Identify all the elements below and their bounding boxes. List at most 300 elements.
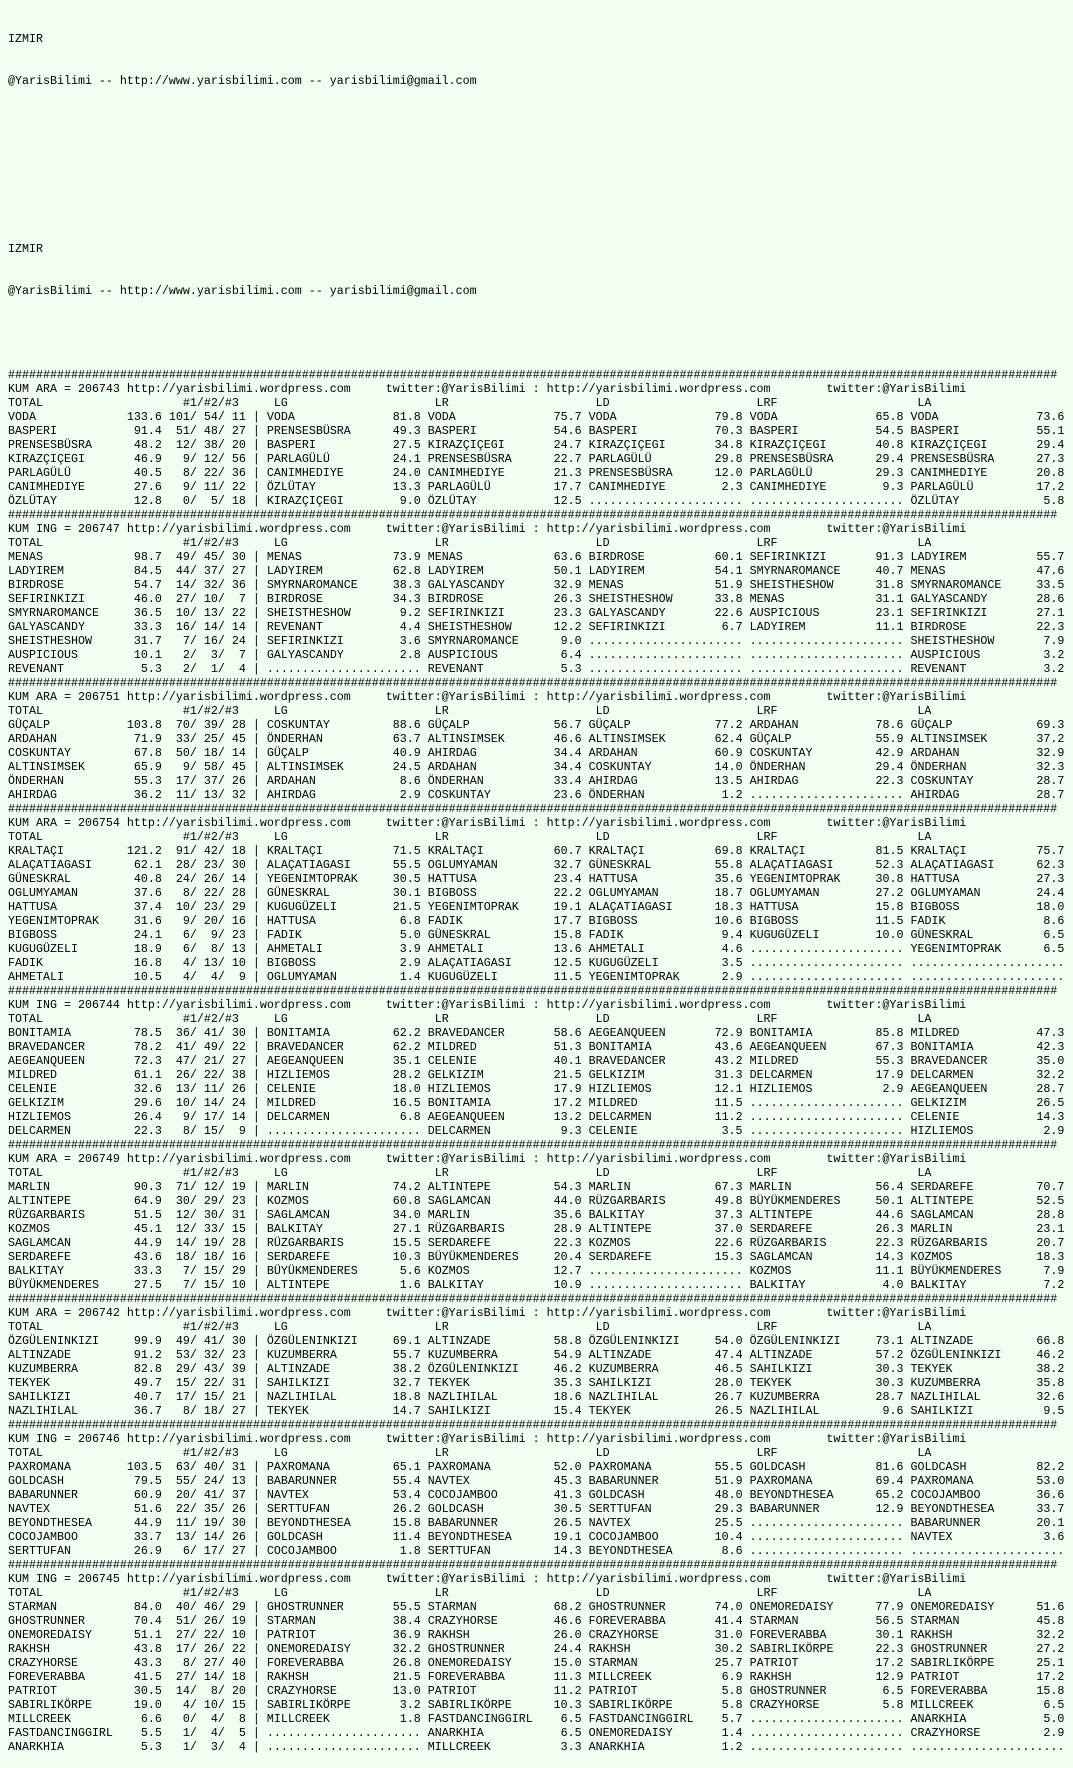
la-score: 62.3 [1022, 858, 1065, 872]
lrf-score: 31.1 [861, 592, 904, 606]
ld-empty-cell: ...................... [588, 1264, 743, 1278]
header-places: #1/#2/#3 [182, 704, 274, 718]
la-horse-name: GOLDCASH [910, 1460, 1023, 1474]
horse-name: GHOSTRUNNER [8, 1614, 120, 1628]
la-cell [910, 774, 1064, 788]
table-row [8, 1530, 1073, 1544]
la-score: 2.9 [1022, 1124, 1065, 1138]
lrf-horse-name: NAZLIHILAL [749, 1404, 862, 1418]
lr-score: 33.4 [539, 774, 582, 788]
total-score: 90.3 [119, 1180, 162, 1194]
divider: | [245, 844, 267, 858]
divider: | [245, 1600, 267, 1614]
lg-score: 38.4 [378, 1614, 421, 1628]
ld-cell [589, 928, 743, 942]
ld-horse-name: COSKUNTAY [588, 760, 701, 774]
total-score: 43.3 [119, 1656, 162, 1670]
lg-horse-name: HIZLIEMOS [266, 1068, 379, 1082]
lrf-horse-name: SHEISTHESHOW [749, 578, 862, 592]
total-score: 22.3 [119, 1124, 162, 1138]
divider: | [245, 1698, 267, 1712]
place-counts: 8/ 27/ 40 [161, 1656, 246, 1670]
table-row [8, 1516, 1073, 1530]
lrf-score: 54.5 [861, 424, 904, 438]
lrf-score: 52.3 [861, 858, 904, 872]
table-row [8, 452, 1073, 466]
header-ld: LD [595, 830, 757, 844]
total-score: 10.1 [119, 648, 162, 662]
table-row [8, 564, 1073, 578]
horse-name: SAHILKIZI [8, 1390, 120, 1404]
lg-score: 36.9 [378, 1628, 421, 1642]
la-score: 32.2 [1022, 1068, 1065, 1082]
header-lg: LG [273, 1446, 435, 1460]
ld-score: 67.3 [700, 1180, 743, 1194]
lr-cell [428, 1264, 582, 1278]
la-cell [910, 1096, 1064, 1110]
lr-score: 32.7 [539, 858, 582, 872]
la-cell [910, 872, 1064, 886]
lr-score: 23.3 [539, 606, 582, 620]
lg-score: 38.2 [378, 1362, 421, 1376]
lr-cell [428, 1208, 582, 1222]
race-links: http://yarisbilimi.wordpress.com twitter:@YarisBilimi : http://yarisbilimi.wordpress.com twitter:@YarisBilimi [119, 690, 967, 704]
lg-cell [267, 438, 421, 452]
divider: | [245, 564, 267, 578]
lrf-cell [750, 438, 904, 452]
ld-horse-name: GHOSTRUNNER [588, 1600, 701, 1614]
horse-name: SERTTUFAN [8, 1544, 120, 1558]
lr-cell [428, 1698, 582, 1712]
la-score: 75.7 [1022, 844, 1065, 858]
lg-score: 35.1 [378, 1054, 421, 1068]
lg-score: 26.2 [378, 1502, 421, 1516]
lrf-cell [750, 1054, 904, 1068]
lr-horse-name: GÜÇALP [427, 718, 540, 732]
la-horse-name: RAKHSH [910, 1628, 1023, 1642]
ld-horse-name: KOZMOS [588, 1236, 701, 1250]
ld-score: 43.2 [700, 1054, 743, 1068]
lr-cell [428, 1348, 582, 1362]
lrf-horse-name: MENAS [749, 592, 862, 606]
la-score: 20.8 [1022, 466, 1065, 480]
ld-score: 2.3 [700, 480, 743, 494]
lrf-horse-name: AEGEANQUEEN [749, 1040, 862, 1054]
la-horse-name: TEKYEK [910, 1362, 1023, 1376]
lr-horse-name: SMYRNAROMANCE [427, 634, 540, 648]
ld-cell [589, 1334, 743, 1348]
lr-score: 21.3 [539, 466, 582, 480]
lr-score: 20.4 [539, 1250, 582, 1264]
la-score: 36.6 [1022, 1488, 1065, 1502]
ld-score: 4.6 [700, 942, 743, 956]
lr-cell [428, 1096, 582, 1110]
lr-cell [428, 1516, 582, 1530]
la-score: 51.6 [1022, 1600, 1065, 1614]
lrf-horse-name: YEGENIMTOPRAK [749, 872, 862, 886]
lrf-score: 40.7 [861, 564, 904, 578]
divider: | [245, 900, 267, 914]
horse-name: ALTINTEPE [8, 1194, 120, 1208]
total-score: 41.5 [119, 1670, 162, 1684]
place-counts: 7/ 15/ 29 [161, 1264, 246, 1278]
la-cell [910, 942, 1064, 956]
ld-score: 60.9 [700, 746, 743, 760]
table-row [8, 1208, 1073, 1222]
lg-score: 21.5 [378, 900, 421, 914]
race-blocks [8, 368, 1073, 1754]
ld-horse-name: NAZLIHILAL [588, 1390, 701, 1404]
lg-score: 32.7 [378, 1376, 421, 1390]
header-total: TOTAL [8, 396, 183, 410]
lg-score: 63.7 [378, 732, 421, 746]
lr-score: 28.9 [539, 1222, 582, 1236]
lrf-score: 12.9 [861, 1502, 904, 1516]
lg-cell [267, 1516, 421, 1530]
lr-score: 12.5 [539, 494, 582, 508]
lr-score: 51.3 [539, 1040, 582, 1054]
lr-score: 12.2 [539, 620, 582, 634]
spacer [8, 158, 1073, 172]
ld-cell [589, 606, 743, 620]
lrf-empty-cell: ...................... [749, 956, 904, 970]
total-score: 82.8 [119, 1362, 162, 1376]
lg-horse-name: SHEISTHESHOW [266, 606, 379, 620]
lg-horse-name: PAXROMANA [266, 1460, 379, 1474]
divider: | [245, 424, 267, 438]
lg-horse-name: NAZLIHILAL [266, 1390, 379, 1404]
lg-score: 2.8 [378, 648, 421, 662]
place-counts: 30/ 29/ 23 [161, 1194, 246, 1208]
ld-score: 14.0 [700, 760, 743, 774]
lg-horse-name: GÜÇALP [266, 746, 379, 760]
lrf-horse-name: KUGUGÜZELI [749, 928, 862, 942]
horse-name: BRAVEDANCER [8, 1040, 120, 1054]
divider: | [245, 592, 267, 606]
divider: | [245, 578, 267, 592]
table-row [8, 592, 1073, 606]
separator-line: ###################################################################################################################################################### [8, 368, 1058, 382]
lr-horse-name: ALTINSIMSEK [427, 732, 540, 746]
lg-horse-name: SMYRNAROMANCE [266, 578, 379, 592]
lrf-cell [750, 1390, 904, 1404]
lrf-horse-name: ÖZGÜLENINKIZI [749, 1334, 862, 1348]
ld-score: 47.4 [700, 1348, 743, 1362]
lr-horse-name: SAHILKIZI [427, 1404, 540, 1418]
header-lr: LR [434, 396, 596, 410]
lrf-score: 9.6 [861, 1404, 904, 1418]
divider: | [245, 1180, 267, 1194]
lr-score: 13.2 [539, 1110, 582, 1124]
lr-horse-name: CELENIE [427, 1054, 540, 1068]
lr-cell [428, 1684, 582, 1698]
lg-score: 69.1 [378, 1334, 421, 1348]
lrf-score: 17.2 [861, 1656, 904, 1670]
lr-horse-name: MILLCREEK [427, 1740, 540, 1754]
ld-cell [589, 1404, 743, 1418]
ld-horse-name: HATTUSA [588, 872, 701, 886]
lrf-cell [750, 718, 904, 732]
place-counts: 101/ 54/ 11 [161, 410, 246, 424]
lr-horse-name: LADYIREM [427, 564, 540, 578]
lrf-cell [750, 1250, 904, 1264]
separator-line: ###################################################################################################################################################### [8, 984, 1058, 998]
la-score: 27.3 [1022, 452, 1065, 466]
lr-score: 41.3 [539, 1488, 582, 1502]
ld-horse-name: PATRIOT [588, 1684, 701, 1698]
ld-horse-name: PARLAGÜLÜ [588, 452, 701, 466]
lg-horse-name: BEYONDTHESEA [266, 1516, 379, 1530]
table-row [8, 410, 1073, 424]
lrf-cell [750, 1404, 904, 1418]
lrf-score: 14.3 [861, 1250, 904, 1264]
divider: | [245, 1530, 267, 1544]
lr-horse-name: AUSPICIOUS [427, 648, 540, 662]
lr-cell [428, 1460, 582, 1474]
place-counts: 63/ 40/ 31 [161, 1460, 246, 1474]
place-counts: 70/ 39/ 28 [161, 718, 246, 732]
ld-cell [589, 1488, 743, 1502]
lrf-score: 23.1 [861, 606, 904, 620]
lrf-score: 11.5 [861, 914, 904, 928]
la-cell [910, 732, 1064, 746]
ld-cell [589, 1110, 743, 1124]
horse-name: PATRIOT [8, 1684, 120, 1698]
header-lr: LR [434, 1446, 596, 1460]
table-row [8, 1502, 1073, 1516]
table-row [8, 1096, 1073, 1110]
lr-score: 15.0 [539, 1656, 582, 1670]
divider: | [245, 1516, 267, 1530]
header-ld: LD [595, 1320, 757, 1334]
lr-cell [428, 914, 582, 928]
lr-cell [428, 1040, 582, 1054]
total-score: 61.1 [119, 1068, 162, 1082]
lg-cell [267, 774, 421, 788]
la-horse-name: GÜÇALP [910, 718, 1023, 732]
lr-cell [428, 760, 582, 774]
ld-cell [589, 1068, 743, 1082]
la-horse-name: KIRAZÇIÇEGI [910, 438, 1023, 452]
la-score: 8.6 [1022, 914, 1065, 928]
horse-name: FASTDANCINGGIRL [8, 1726, 120, 1740]
table-row [8, 1628, 1073, 1642]
race-title: KUM ARA = 206749 [8, 1152, 120, 1166]
la-score: 45.8 [1022, 1614, 1065, 1628]
lg-horse-name: BRAVEDANCER [266, 1040, 379, 1054]
la-score: 23.1 [1022, 1222, 1065, 1236]
lg-score: 21.5 [378, 1670, 421, 1684]
lrf-empty-cell: ...................... [749, 1530, 904, 1544]
lr-cell [428, 1600, 582, 1614]
header-lr: LR [434, 536, 596, 550]
lr-score: 26.5 [539, 1516, 582, 1530]
lr-score: 5.3 [539, 662, 582, 676]
la-horse-name: BALKITAY [910, 1278, 1023, 1292]
lg-cell [267, 564, 421, 578]
table-row [8, 550, 1073, 564]
lrf-cell [750, 732, 904, 746]
ld-cell [589, 1460, 743, 1474]
lrf-score: 30.3 [861, 1376, 904, 1390]
lr-score: 19.1 [539, 1530, 582, 1544]
table-row [8, 1250, 1073, 1264]
lr-horse-name: FOREVERABBA [427, 1670, 540, 1684]
la-horse-name: OGLUMYAMAN [910, 886, 1023, 900]
ld-cell [589, 1348, 743, 1362]
ld-horse-name: HIZLIEMOS [588, 1082, 701, 1096]
la-score: 53.0 [1022, 1474, 1065, 1488]
lrf-horse-name: DELCARMEN [749, 1068, 862, 1082]
lrf-empty-cell: ...................... [749, 1110, 904, 1124]
horse-name: ALTINZADE [8, 1348, 120, 1362]
ld-horse-name: MILLCREEK [588, 1670, 701, 1684]
la-score: 32.6 [1022, 1390, 1065, 1404]
total-score: 121.2 [119, 844, 162, 858]
header-total: TOTAL [8, 704, 183, 718]
race-header [8, 1152, 1073, 1166]
horse-name: BALKITAY [8, 1264, 120, 1278]
table-row [8, 1362, 1073, 1376]
la-cell [910, 592, 1064, 606]
la-horse-name: BÜYÜKMENDERES [910, 1264, 1023, 1278]
divider: | [245, 1334, 267, 1348]
lg-cell [267, 1656, 421, 1670]
la-score: 47.6 [1022, 564, 1065, 578]
lr-cell [428, 620, 582, 634]
place-counts: 8/ 22/ 36 [161, 466, 246, 480]
divider: | [245, 1726, 267, 1740]
race-header [8, 816, 1073, 830]
ld-horse-name: BEYONDTHESEA [588, 1544, 701, 1558]
ld-cell [589, 1656, 743, 1670]
lrf-horse-name: SABIRLIKÖRPE [749, 1642, 862, 1656]
race-links: http://yarisbilimi.wordpress.com twitter:@YarisBilimi : http://yarisbilimi.wordpress.com twitter:@YarisBilimi [119, 816, 967, 830]
lg-horse-name: CANIMHEDIYE [266, 466, 379, 480]
lg-horse-name: ALTINSIMSEK [266, 760, 379, 774]
lr-cell [428, 1376, 582, 1390]
total-score: 91.2 [119, 1348, 162, 1362]
lg-score: 1.8 [378, 1544, 421, 1558]
lr-score: 44.0 [539, 1194, 582, 1208]
lr-horse-name: BRAVEDANCER [427, 1026, 540, 1040]
la-cell [910, 578, 1064, 592]
lrf-score: 42.9 [861, 746, 904, 760]
la-cell [910, 858, 1064, 872]
place-counts: 47/ 21/ 27 [161, 1054, 246, 1068]
horse-name: CANIMHEDIYE [8, 480, 120, 494]
lr-horse-name: COSKUNTAY [427, 788, 540, 802]
total-score: 32.6 [119, 1082, 162, 1096]
lg-score: 38.3 [378, 578, 421, 592]
lrf-horse-name: SMYRNAROMANCE [749, 564, 862, 578]
header-lg: LG [273, 1320, 435, 1334]
place-counts: 0/ 5/ 18 [161, 494, 246, 508]
separator-line: ###################################################################################################################################################### [8, 1418, 1058, 1432]
lg-score: 2.9 [378, 788, 421, 802]
la-cell [910, 1334, 1064, 1348]
race-header [8, 998, 1073, 1012]
total-score: 98.7 [119, 550, 162, 564]
race-links: http://yarisbilimi.wordpress.com twitter:@YarisBilimi : http://yarisbilimi.wordpress.com twitter:@YarisBilimi [119, 998, 967, 1012]
ld-score: 10.4 [700, 1530, 743, 1544]
horse-name: BÜYÜKMENDERES [8, 1278, 120, 1292]
lrf-cell [750, 1488, 904, 1502]
lg-cell [267, 1614, 421, 1628]
ld-horse-name: GELKIZIM [588, 1068, 701, 1082]
header-lr: LR [434, 830, 596, 844]
lrf-score: 78.6 [861, 718, 904, 732]
ld-cell [589, 1208, 743, 1222]
la-cell [910, 1236, 1064, 1250]
la-horse-name: DELCARMEN [910, 1068, 1023, 1082]
ld-horse-name: GALYASCANDY [588, 606, 701, 620]
horse-name: ÖZLÜTAY [8, 494, 120, 508]
race-links: http://yarisbilimi.wordpress.com twitter:@YarisBilimi : http://yarisbilimi.wordpress.com twitter:@YarisBilimi [119, 1306, 967, 1320]
lr-score: 6.4 [539, 648, 582, 662]
divider: | [245, 1502, 267, 1516]
divider: | [245, 956, 267, 970]
lr-horse-name: PATRIOT [427, 1684, 540, 1698]
lg-score: 1.8 [378, 1712, 421, 1726]
table-row [8, 956, 1073, 970]
race-header [8, 1572, 1073, 1586]
la-horse-name: BONITAMIA [910, 1040, 1023, 1054]
la-horse-name: SHEISTHESHOW [910, 634, 1023, 648]
horse-name: SMYRNAROMANCE [8, 606, 120, 620]
race-block [8, 676, 1073, 802]
lr-cell [428, 1334, 582, 1348]
la-horse-name: MENAS [910, 564, 1023, 578]
la-score: 2.9 [1022, 1726, 1065, 1740]
horse-name: HIZLIEMOS [8, 1110, 120, 1124]
lr-horse-name: BALKITAY [427, 1278, 540, 1292]
la-score: 20.7 [1022, 1236, 1065, 1250]
la-horse-name: ÖZLÜTAY [910, 494, 1023, 508]
la-horse-name: BEYONDTHESEA [910, 1502, 1023, 1516]
lg-cell [267, 1544, 421, 1558]
lrf-empty-cell: ...................... [749, 1516, 904, 1530]
total-score: 45.1 [119, 1222, 162, 1236]
lrf-cell [750, 1208, 904, 1222]
lr-horse-name: RAKHSH [427, 1628, 540, 1642]
la-horse-name: HATTUSA [910, 872, 1023, 886]
ld-score: 1.2 [700, 788, 743, 802]
lg-horse-name: HATTUSA [266, 914, 379, 928]
lr-horse-name: HIZLIEMOS [427, 1082, 540, 1096]
lg-horse-name: MILDRED [266, 1096, 379, 1110]
ld-horse-name: ALAÇATIAGASI [588, 900, 701, 914]
lrf-cell [750, 480, 904, 494]
race-title: KUM ARA = 206754 [8, 816, 120, 830]
divider: | [245, 1222, 267, 1236]
table-row [8, 1670, 1073, 1684]
ld-cell [589, 1698, 743, 1712]
horse-name: ALAÇATIAGASI [8, 858, 120, 872]
total-score: 67.8 [119, 746, 162, 760]
lr-horse-name: HATTUSA [427, 872, 540, 886]
horse-name: PAXROMANA [8, 1460, 120, 1474]
lg-score: 81.8 [378, 410, 421, 424]
horse-name: ANARKHIA [8, 1740, 120, 1754]
lr-horse-name: MENAS [427, 550, 540, 564]
lg-score: 24.0 [378, 466, 421, 480]
ld-horse-name: GÜNESKRAL [588, 858, 701, 872]
place-counts: 27/ 22/ 10 [161, 1628, 246, 1642]
divider: | [245, 1614, 267, 1628]
la-horse-name: ÖZGÜLENINKIZI [910, 1348, 1023, 1362]
lg-score: 74.2 [378, 1180, 421, 1194]
